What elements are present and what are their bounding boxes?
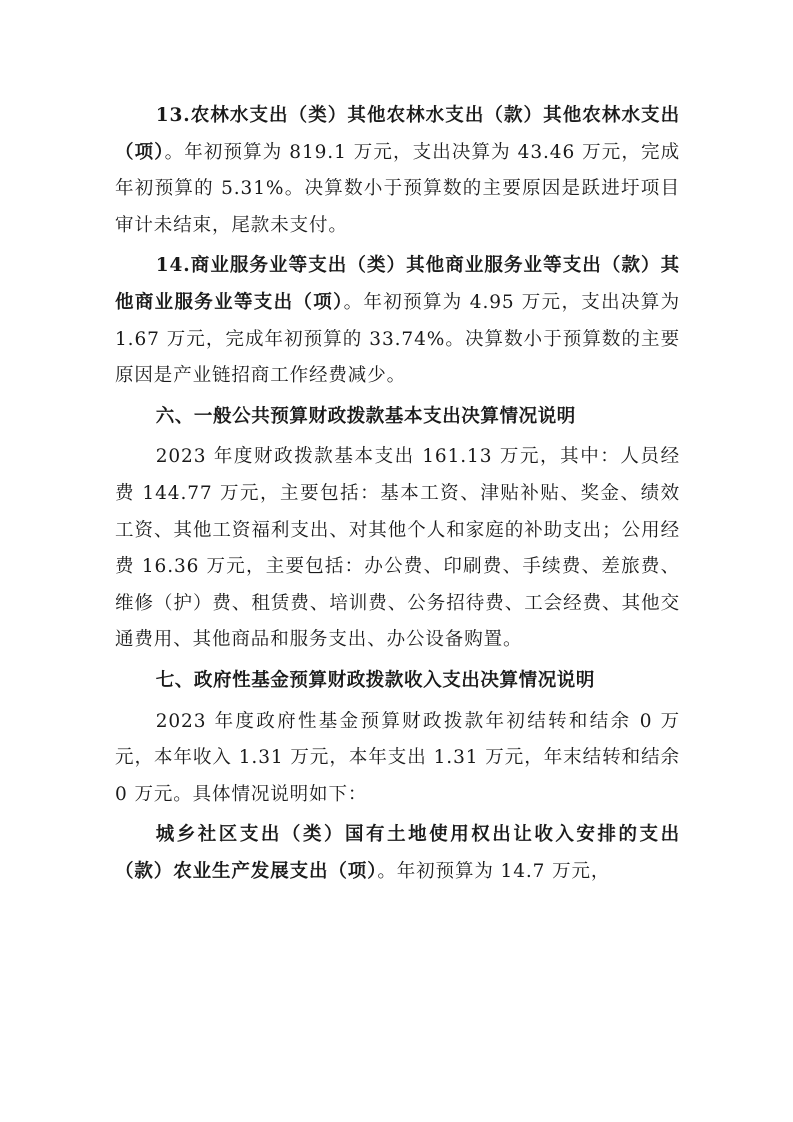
section-6-heading: 六、一般公共预算财政拨款基本支出决算情况说明	[155, 405, 576, 427]
item-14-title: 14.商业服务业等支出（类）其他商业服务业等支出（款）其他商业服务业等支出（项）	[115, 255, 680, 313]
section-7-heading: 七、政府性基金预算财政拨款收入支出决算情况说明	[155, 669, 595, 691]
item-13-title: 13.农林水支出（类）其他农林水支出（款）其他农林水支出（项）	[115, 105, 680, 163]
item-13-text: 。年初预算为 819.1 万元，支出决算为 43.46 万元，完成年初预算的 5.31%。决算数小于预算数的主要原因是跃进圩项目审计未结束，尾款未支付。	[115, 141, 681, 236]
urban-rural-title: 城乡社区支出（类）国有土地使用权出让收入安排的支出（款）农业生产发展支出（项）	[115, 824, 680, 882]
section-6-paragraph: 2023 年度财政拨款基本支出 161.13 万元，其中：人员经费 144.77 万元，主要包括：基本工资、津贴补贴、奖金、绩效工资、其他工资福利支出、对其他个人和家庭的补助支出；公用经费 16.36 万元，主要包括：办公费、印刷费、手续费、差旅费、维修（护）费、租赁费、培训费、公务招待费、工会经费、其他交通费用、其他商品和服务支出、办公设备购置。	[115, 446, 680, 651]
paragraph-urban-rural	[115, 817, 680, 890]
urban-rural-text: 。年初预算为 14.7 万元，	[377, 860, 611, 882]
document-body	[115, 98, 680, 894]
paragraph-item-13	[115, 98, 680, 244]
paragraph-item-14	[115, 248, 680, 394]
section-7-paragraph: 2023 年度政府性基金预算财政拨款年初结转和结余 0 万元，本年收入 1.31 万元，本年支出 1.31 万元，年末结转和结余 0 万元。具体情况说明如下：	[115, 710, 680, 805]
item-14-text: 。年初预算为 4.95 万元，支出决算为 1.67 万元，完成年初预算的 33.74%。决算数小于预算数的主要原因是产业链招商工作经费减少。	[115, 291, 680, 387]
